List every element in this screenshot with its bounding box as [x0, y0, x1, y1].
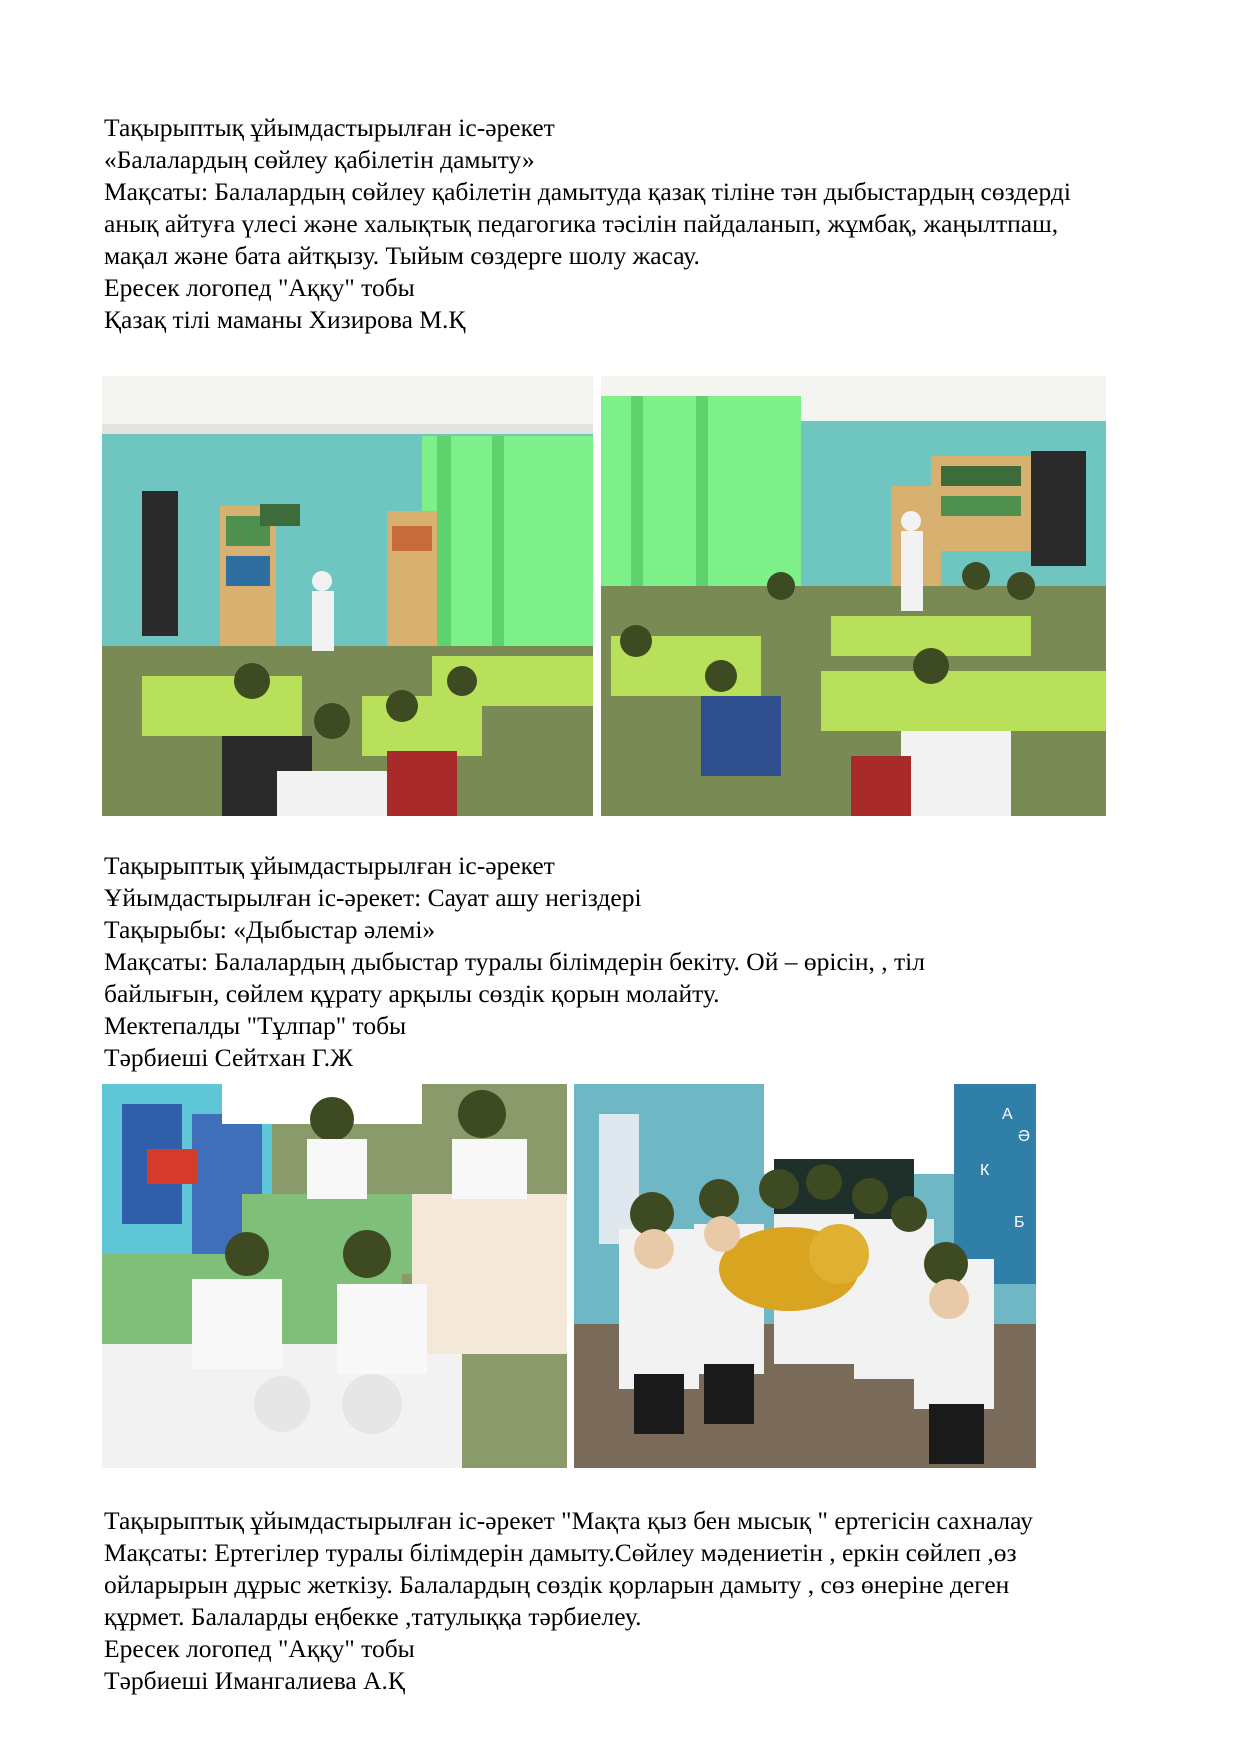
- section2-goal-line1: Мақсаты: Балалардың дыбыстар туралы білімдерін бекіту. Ой – өрісін, , тіл: [104, 947, 925, 976]
- wall-letter-b: Б: [1014, 1214, 1025, 1231]
- section1-goal-line3: мақал және бата айтқызу. Тыйым сөздерге шолу жасау.: [104, 241, 700, 270]
- section2-title: Тақырыптық ұйымдастырылған іс-әрекет: [104, 851, 555, 880]
- section3-goal-line1: Мақсаты: Ертегілер туралы білімдерін дамыту.Сөйлеу мәдениетін , еркін сөйлеп ,өз: [104, 1538, 1017, 1567]
- section3-title: Тақырыптық ұйымдастырылған іс-әрекет "Мақта қыз бен мысық " ертегісін сахналау: [104, 1506, 1033, 1535]
- section1-topic: «Балалардың сөйлеу қабілетін дамыту»: [104, 145, 535, 174]
- section1-goal-line1: Мақсаты: Балалардың сөйлеу қабілетін дамытуда қазақ тіліне тән дыбыстардың сөздерді: [104, 177, 1071, 206]
- classroom-photo-2: [601, 376, 1106, 816]
- section3-goal-line3: құрмет. Балаларды еңбекке ,татулыққа тәрбиелеу.: [104, 1602, 642, 1631]
- section2-topic: Тақырыбы: «Дыбыстар әлемі»: [104, 915, 436, 944]
- children-table-photo: [102, 1084, 567, 1468]
- wall-letter-k: К: [980, 1162, 990, 1179]
- section2-activity: Ұйымдастырылған іс-әрекет: Сауат ашу негіздері: [104, 883, 642, 912]
- section2-teacher: Тәрбиеші Сейтхан Г.Ж: [104, 1043, 353, 1072]
- section2-group: Мектепалды "Тұлпар" тобы: [104, 1011, 407, 1040]
- wall-letter-a: А: [1002, 1106, 1013, 1123]
- section1-goal-line2: анық айтуға үлесі және халықтық педагогика тәсілін пайдаланып, жұмбақ, жаңылтпаш,: [104, 209, 1059, 238]
- section3-group: Ересек логопед "Аққу" тобы: [104, 1634, 415, 1663]
- wall-letter-ae: Ә: [1018, 1128, 1031, 1145]
- section2-goal-line2: байлығын, сөйлем құрату арқылы сөздік қорын молайту.: [104, 979, 720, 1008]
- children-group-photo: [574, 1084, 1036, 1468]
- section1-group: Ересек логопед "Аққу" тобы: [104, 273, 415, 302]
- section3-teacher: Тәрбиеші Имангалиева А.Қ: [104, 1666, 405, 1695]
- section1-teacher: Қазақ тілі маманы Хизирова М.Қ: [104, 305, 466, 334]
- section3-goal-line2: ойларырын дұрыс жеткізу. Балалардың сөздік қорларын дамыту , сөз өнеріне деген: [104, 1570, 1010, 1599]
- section1-title: Тақырыптық ұйымдастырылған іс-әрекет: [104, 113, 555, 142]
- classroom-photo-1: [102, 376, 593, 816]
